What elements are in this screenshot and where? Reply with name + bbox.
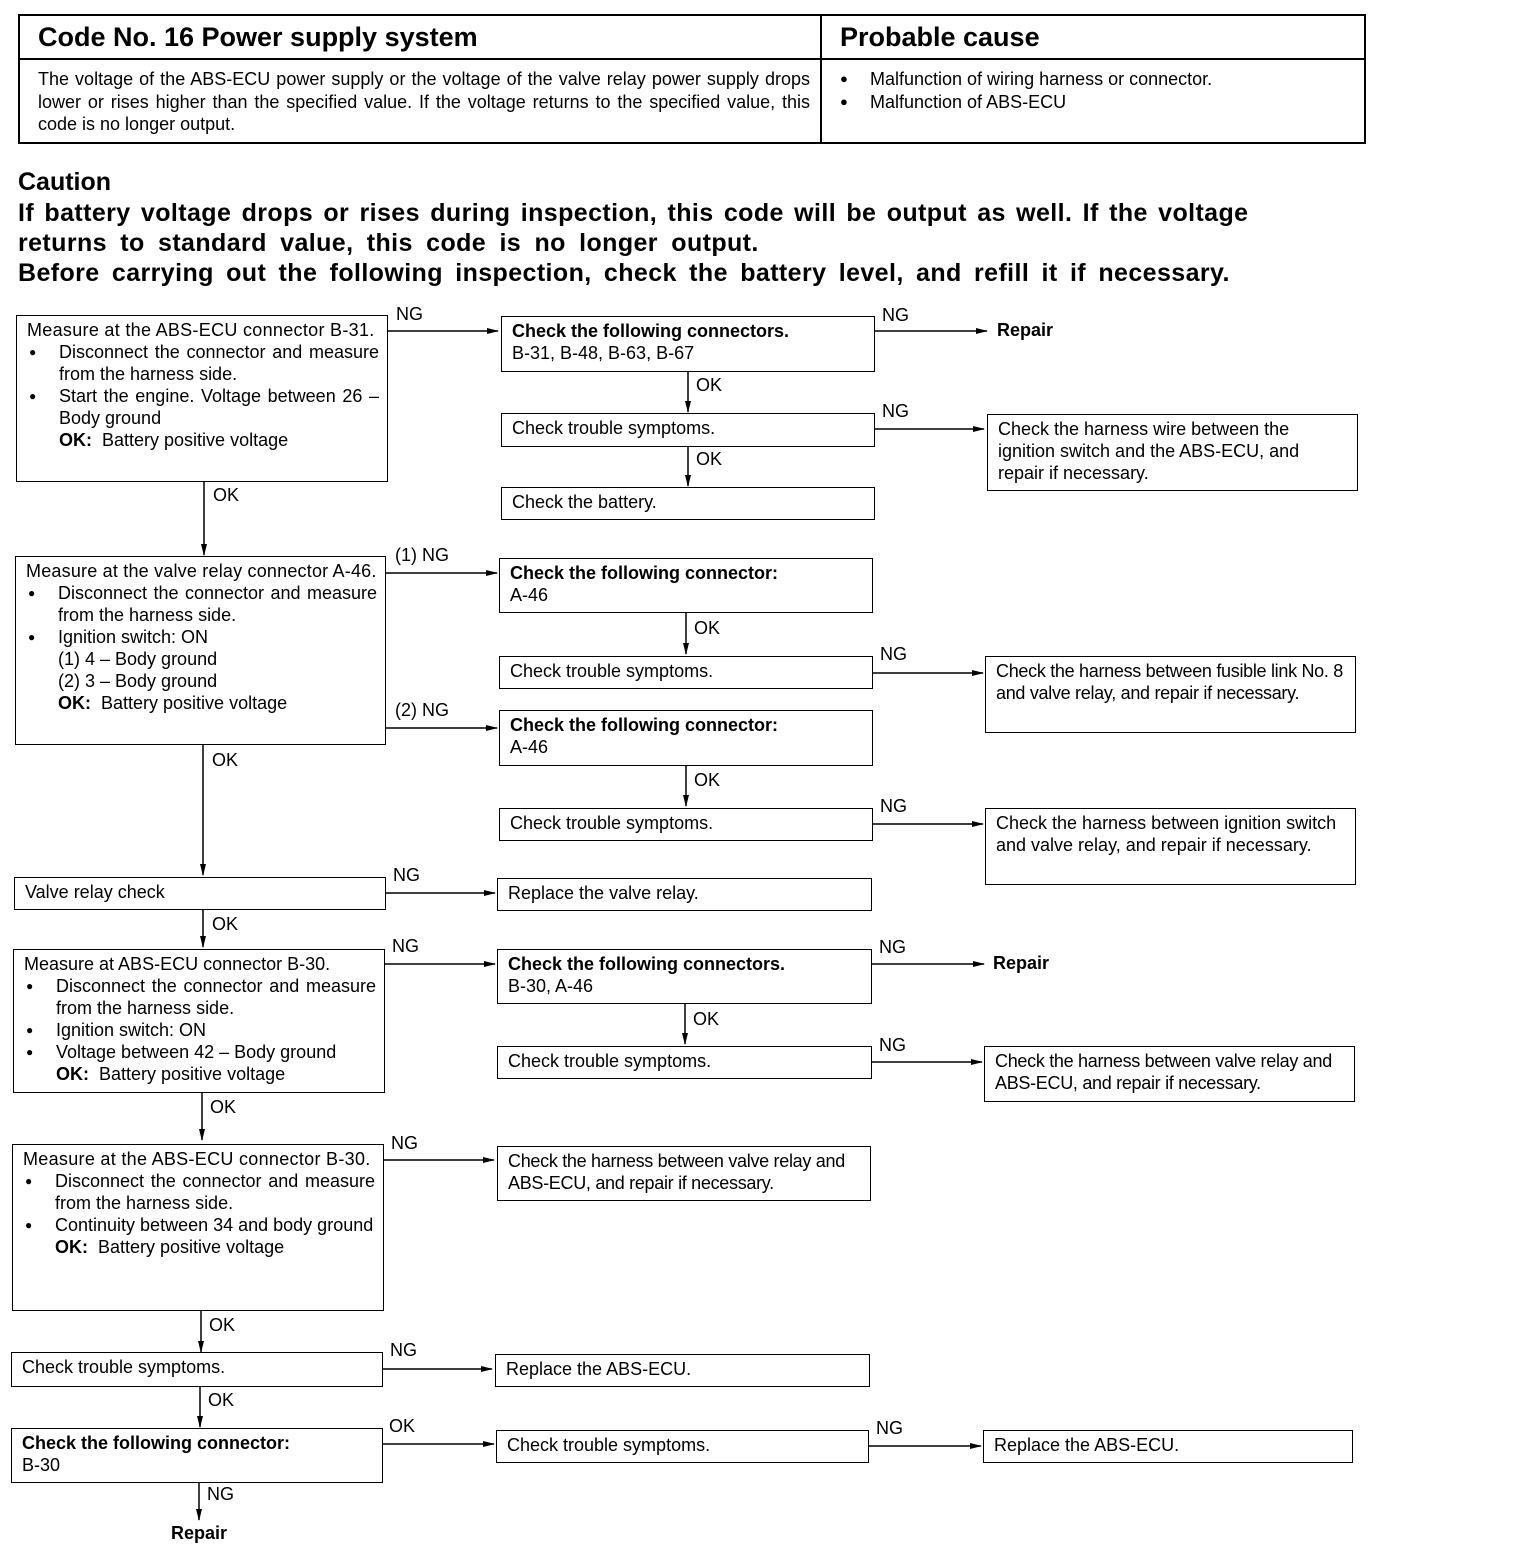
ng2-label: (2) NG [395, 700, 449, 720]
harness-check-box: Check the harness between valve relay and ABS-ECU, and repair if necessary. [984, 1046, 1355, 1102]
ok-label: OK [389, 1416, 416, 1436]
step4-box [13, 949, 385, 1093]
step4-bullet: ● Disconnect the connector and measure from the harness side. [24, 975, 376, 1019]
step2-title: Measure at the valve relay connector A-46. [26, 561, 377, 581]
check-connectors-list: B-31, B-48, B-63, B-67 [512, 343, 695, 363]
harness-check-box: Check the harness between valve relay and ABS-ECU, and repair if necessary. [497, 1146, 871, 1201]
replace-valve-relay-box: Replace the valve relay. [497, 878, 872, 911]
step5-ok-criteria: OK: Battery positive voltage [55, 1237, 285, 1257]
step1-box [16, 315, 388, 482]
connector-id: A-46 [510, 585, 549, 605]
trouble-symptoms-box: Check trouble symptoms. [499, 808, 873, 841]
ok-label: OK [210, 1097, 237, 1117]
caution-title: Caution [18, 168, 112, 196]
check-connector-b30-box [11, 1428, 383, 1483]
ok-label: OK [213, 485, 240, 505]
harness-check-box: Check the harness wire between the ignition switch and the ABS-ECU, and repair if necessary. [987, 414, 1358, 491]
ng-label: NG [391, 1133, 418, 1153]
step2-sub-item: (2) 3 – Body ground [58, 671, 218, 691]
step4-bullet: ● Ignition switch: ON [24, 1019, 376, 1041]
check-connector-title: Check the following connector: [510, 563, 779, 583]
harness-check-box: Check the harness between fusible link No. 8 and valve relay, and repair if necessary. [985, 656, 1356, 733]
step2-sub-item: (1) 4 – Body ground [58, 649, 218, 669]
replace-abs-ecu-box: Replace the ABS-ECU. [495, 1354, 870, 1387]
step4-title: Measure at ABS-ECU connector B-30. [24, 954, 331, 974]
check-connectors-list: B-30, A-46 [508, 976, 594, 996]
repair-label: Repair [171, 1523, 228, 1543]
step2-bullet: ● Ignition switch: ON [26, 626, 377, 648]
caution-line: returns to standard value, this code is no longer output. [18, 229, 759, 257]
ng-label: NG [207, 1484, 234, 1504]
ng-label: NG [879, 1035, 906, 1055]
check-connector-title: Check the following connector: [510, 715, 779, 735]
step1-ok-criteria: OK: Battery positive voltage [59, 430, 289, 450]
trouble-symptoms-box: Check trouble symptoms. [499, 656, 873, 689]
step2-ok-criteria: OK: Battery positive voltage [58, 693, 288, 713]
ng-label: NG [392, 936, 419, 956]
step2-box [15, 556, 386, 745]
ng-label: NG [879, 937, 906, 957]
cause-item: ● Malfunction of ABS-ECU [840, 91, 1354, 114]
ok-label: OK [696, 375, 723, 395]
check-battery-box: Check the battery. [501, 487, 875, 520]
ng-label: NG [396, 304, 423, 324]
caution-line: If battery voltage drops or rises during inspection, this code will be output as well. If the voltage [18, 199, 1249, 227]
replace-abs-ecu-box: Replace the ABS-ECU. [983, 1430, 1353, 1463]
step4-bullet: ● Voltage between 42 – Body ground [24, 1041, 376, 1063]
step5-box [12, 1144, 384, 1311]
ng-label: NG [393, 865, 420, 885]
ok-label: OK [212, 750, 239, 770]
valve-relay-check-box: Valve relay check [14, 877, 386, 910]
repair-label: Repair [997, 320, 1054, 340]
step2-bullet: ● Disconnect the connector and measure from the harness side. [26, 582, 377, 626]
harness-check-box: Check the harness between ignition switch and valve relay, and repair if necessary. [985, 808, 1356, 885]
check-connector-a46-box [499, 710, 873, 766]
ok-label: OK [693, 1009, 720, 1029]
check-connector-title: Check the following connector: [22, 1433, 291, 1453]
code-title: Code No. 16 Power supply system [20, 16, 820, 60]
step5-title: Measure at the ABS-ECU connector B-30. [23, 1149, 371, 1169]
step1-title: Measure at the ABS-ECU connector B-31. [27, 320, 375, 340]
ng-label: NG [880, 796, 907, 816]
step1-bullet: ● Start the engine. Voltage between 26 – Body ground [27, 385, 379, 429]
step1-bullet: ● Disconnect the connector and measure from the harness side. [27, 341, 379, 385]
check-connectors-title: Check the following connectors. [508, 954, 786, 974]
ng-label: NG [880, 644, 907, 664]
ng1-label: (1) NG [395, 545, 449, 565]
step5-bullet: ● Disconnect the connector and measure from the harness side. [23, 1170, 375, 1214]
cause-title: Probable cause [822, 16, 1364, 60]
check-connector-a46-box [499, 558, 873, 613]
ng-label: NG [882, 401, 909, 421]
step4-ok-criteria: OK: Battery positive voltage [56, 1064, 286, 1084]
check-connectors-title: Check the following connectors. [512, 321, 790, 341]
check-connectors-box [501, 316, 875, 372]
trouble-symptoms-box: Check trouble symptoms. [501, 413, 875, 447]
ng-label: NG [390, 1340, 417, 1360]
ok-label: OK [694, 770, 721, 790]
ok-label: OK [696, 449, 723, 469]
ok-label: OK [694, 618, 721, 638]
check-connectors-box [497, 949, 872, 1004]
ok-label: OK [209, 1315, 236, 1335]
caution-line: Before carrying out the following inspection, check the battery level, and refill it if necessary. [18, 259, 1230, 287]
connector-id: B-30 [22, 1455, 61, 1475]
trouble-symptoms-box: Check trouble symptoms. [11, 1352, 383, 1387]
step5-bullet: ● Continuity between 34 and body ground [23, 1214, 375, 1236]
ng-label: NG [882, 305, 909, 325]
code-description: The voltage of the ABS-ECU power supply or the voltage of the valve relay power supply drops lower or rises higher than the specified value. If the voltage returns to the specified value, this code is no longer output. [38, 69, 810, 134]
ng-label: NG [876, 1418, 903, 1438]
ok-label: OK [212, 914, 239, 934]
cause-item: ● Malfunction of wiring harness or connector. [840, 68, 1354, 91]
ok-label: OK [208, 1390, 235, 1410]
trouble-symptoms-box: Check trouble symptoms. [497, 1046, 872, 1079]
trouble-symptoms-box: Check trouble symptoms. [496, 1430, 869, 1463]
repair-label: Repair [993, 953, 1050, 973]
connector-id: A-46 [510, 737, 549, 757]
